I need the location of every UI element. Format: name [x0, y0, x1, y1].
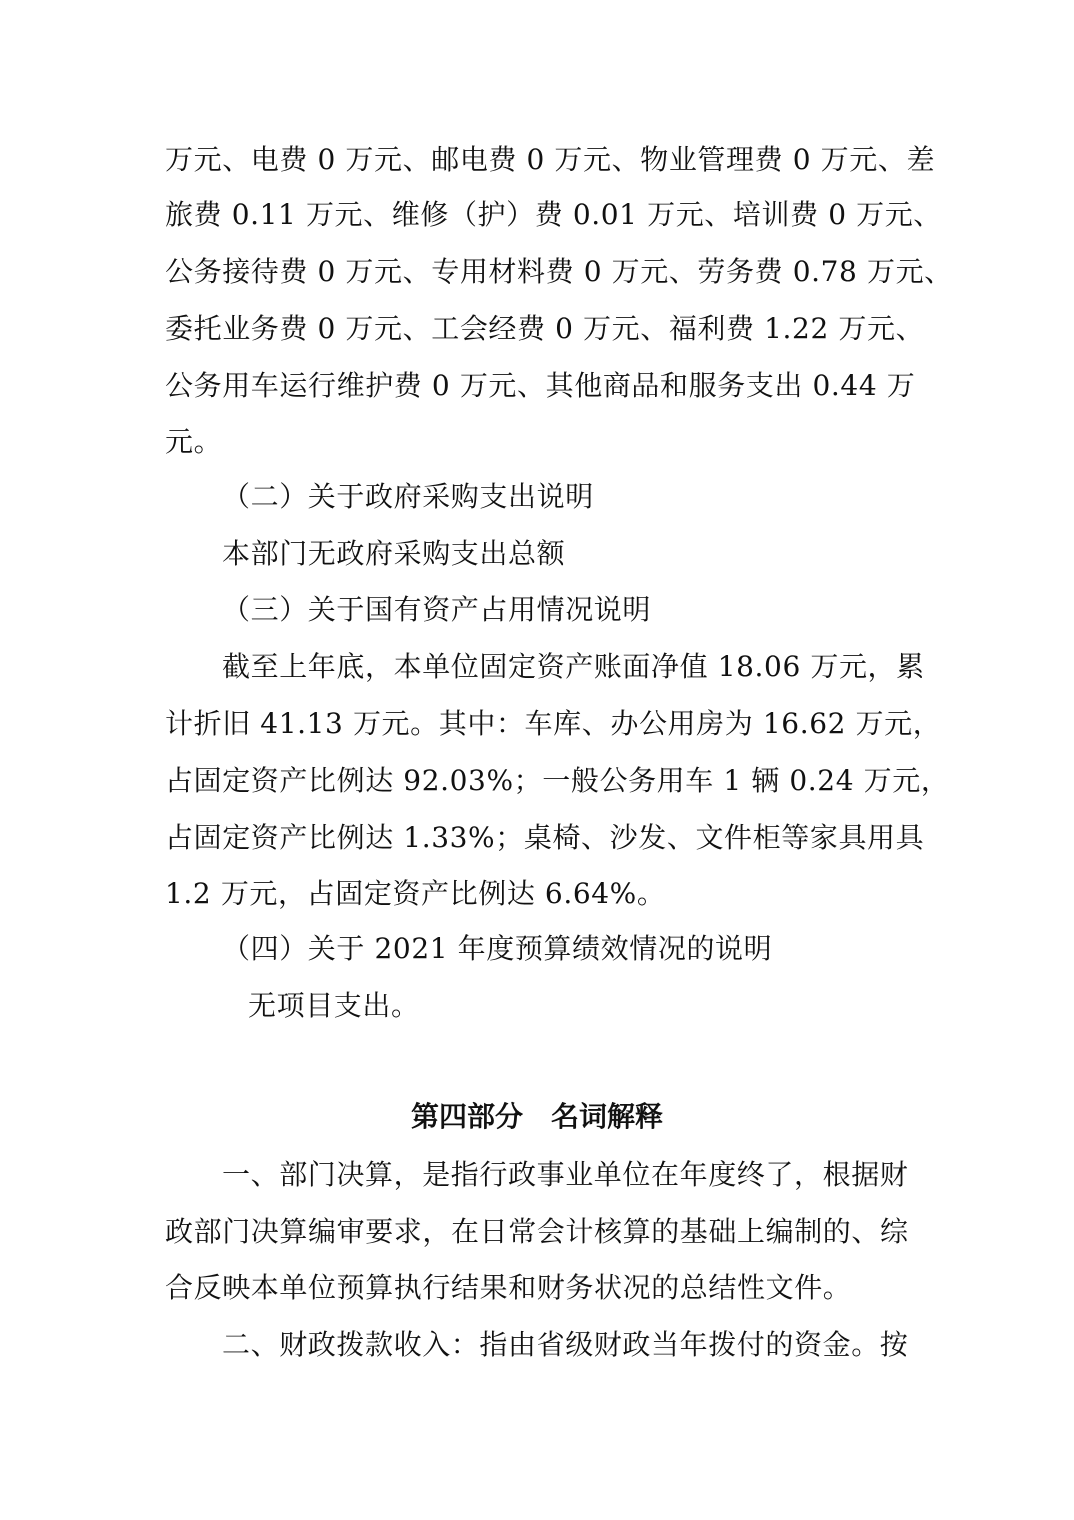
section-2-text: 本部门无政府采购支出总额 [222, 537, 566, 570]
definition-1-line-3: 合反映本单位预算执行结果和财务状况的总结性文件。 [165, 1271, 852, 1304]
expense-paragraph-line-2: 旅费 0.11 万元、维修（护）费 0.01 万元、培训费 0 万元、 [165, 198, 942, 231]
section-4-text: 无项目支出。 [248, 989, 420, 1022]
assets-paragraph-line-4: 占固定资产比例达 1.33%；桌椅、沙发、文件柜等家具用具 [165, 821, 925, 854]
definition-1-line-2: 政部门决算编审要求，在日常会计核算的基础上编制的、综 [165, 1215, 909, 1248]
expense-paragraph-line-4: 委托业务费 0 万元、工会经费 0 万元、福利费 1.22 万元、 [165, 312, 925, 345]
section-4-heading: （四）关于 2021 年度预算绩效情况的说明 [222, 932, 773, 965]
definition-2-line-1: 二、财政拨款收入：指由省级财政当年拨付的资金。按 [222, 1328, 909, 1361]
assets-paragraph-line-1: 截至上年底，本单位固定资产账面净值 18.06 万元，累 [222, 650, 925, 683]
expense-paragraph-line-1: 万元、电费 0 万元、邮电费 0 万元、物业管理费 0 万元、差 [165, 143, 936, 176]
expense-paragraph-line-3: 公务接待费 0 万元、专用材料费 0 万元、劳务费 0.78 万元、 [165, 255, 953, 288]
assets-paragraph-line-5: 1.2 万元，占固定资产比例达 6.64%。 [165, 877, 666, 910]
expense-paragraph-line-5: 公务用车运行维护费 0 万元、其他商品和服务支出 0.44 万 [165, 369, 916, 402]
part-4-title: 第四部分 名词解释 [410, 1100, 663, 1133]
section-3-heading: （三）关于国有资产占用情况说明 [222, 593, 652, 626]
definition-1-line-1: 一、部门决算，是指行政事业单位在年度终了，根据财 [222, 1158, 909, 1191]
expense-paragraph-line-6: 元。 [165, 425, 223, 458]
assets-paragraph-line-3: 占固定资产比例达 92.03%；一般公务用车 1 辆 0.24 万元， [165, 764, 950, 797]
section-2-heading: （二）关于政府采购支出说明 [222, 480, 594, 513]
assets-paragraph-line-2: 计折旧 41.13 万元。其中：车库、办公用房为 16.62 万元， [165, 707, 942, 740]
